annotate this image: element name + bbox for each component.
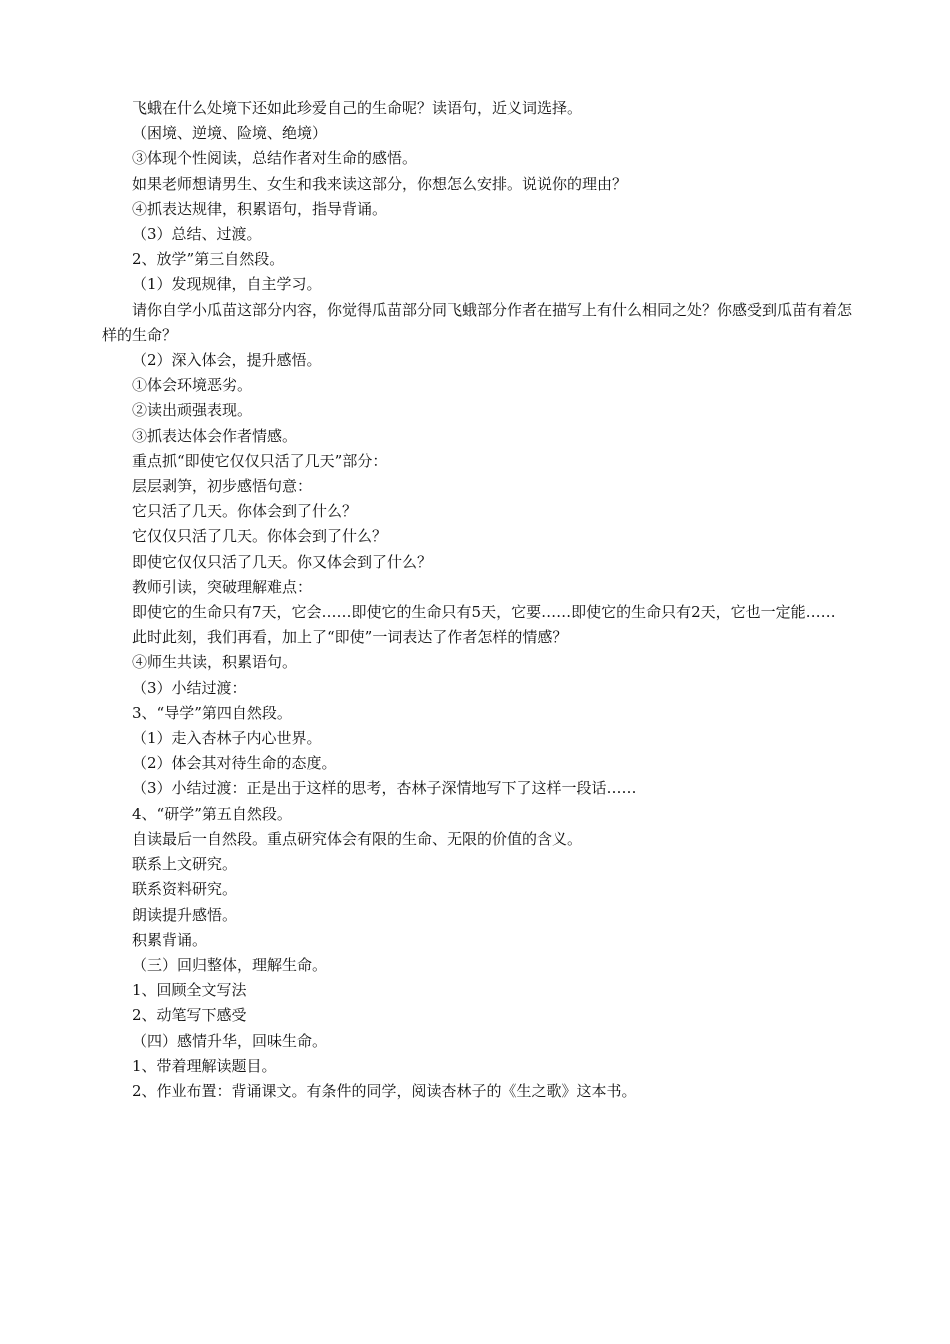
paragraph: 如果老师想请男生、女生和我来读这部分，你想怎么安排。说说你的理由？ bbox=[132, 174, 628, 193]
paragraph: 联系上文研究。 bbox=[132, 855, 238, 874]
paragraph: 自读最后一自然段。重点研究体会有限的生命、无限的价值的含义。 bbox=[132, 829, 583, 848]
section-heading: 2、放学”第三自然段。 bbox=[132, 250, 285, 269]
paragraph: ④抓表达规律，积累语句，指导背诵。 bbox=[132, 199, 388, 218]
paragraph: （2）深入体会，提升感悟。 bbox=[132, 351, 322, 370]
paragraph: （困境、逆境、险境、绝境） bbox=[132, 124, 328, 143]
paragraph: ③抓表达体会作者情感。 bbox=[132, 426, 298, 445]
paragraph: 它仅仅只活了几天。你体会到了什么？ bbox=[132, 527, 388, 546]
paragraph: 2、作业布置：背诵课文。有条件的同学，阅读杏林子的《生之歌》这本书。 bbox=[132, 1081, 637, 1100]
paragraph: ④师生共读，积累语句。 bbox=[132, 653, 298, 672]
section-heading: 3、“导学”第四自然段。 bbox=[132, 703, 292, 722]
paragraph: 即使它仅仅只活了几天。你又体会到了什么？ bbox=[132, 552, 433, 571]
paragraph: （1）走入杏林子内心世界。 bbox=[132, 729, 322, 748]
paragraph: （1）发现规律，自主学习。 bbox=[132, 275, 322, 294]
paragraph: 朗读提升感悟。 bbox=[132, 905, 238, 924]
paragraph: ③体现个性阅读，总结作者对生命的感悟。 bbox=[132, 149, 418, 168]
section-heading: （四）感情升华，回味生命。 bbox=[132, 1031, 328, 1050]
paragraph: 重点抓“即使它仅仅只活了几天”部分： bbox=[132, 451, 388, 470]
paragraph: 它只活了几天。你体会到了什么？ bbox=[132, 502, 358, 521]
paragraph: ①体会环境恶劣。 bbox=[132, 376, 253, 395]
paragraph: ②读出顽强表现。 bbox=[132, 401, 253, 420]
paragraph: 飞蛾在什么处境下还如此珍爱自己的生命呢？读语句，近义词选择。 bbox=[132, 99, 583, 117]
paragraph: （3）小结过渡： bbox=[132, 678, 247, 697]
paragraph: 请你自学小瓜苗这部分内容，你觉得瓜苗部分同飞蛾部分作者在描写上有什么相同之处？你感受到瓜苗有着怎样的生命？ bbox=[102, 300, 853, 344]
document-body bbox=[102, 96, 862, 1104]
section-heading: 4、“研学”第五自然段。 bbox=[132, 804, 292, 823]
paragraph: 层层剥笋，初步感悟句意： bbox=[132, 477, 313, 496]
paragraph: 即使它的生命只有7天，它会……即使它的生命只有5天，它要……即使它的生命只有2天，它也一定能…… bbox=[132, 603, 836, 622]
paragraph: （2）体会其对待生命的态度。 bbox=[132, 754, 337, 773]
paragraph: 1、带着理解读题目。 bbox=[132, 1056, 277, 1075]
paragraph: 2、动笔写下感受 bbox=[132, 1006, 247, 1025]
paragraph: 1、回顾全文写法 bbox=[132, 981, 247, 1000]
paragraph: 积累背诵。 bbox=[132, 930, 208, 949]
paragraph: 此时此刻，我们再看，加上了“即使”一词表达了作者怎样的情感？ bbox=[132, 628, 568, 647]
paragraph: 教师引读，突破理解难点： bbox=[132, 577, 313, 596]
paragraph: （3）总结、过渡。 bbox=[132, 225, 262, 244]
section-heading: （三）回归整体，理解生命。 bbox=[132, 955, 328, 974]
paragraph: （3）小结过渡：正是出于这样的思考，杏林子深情地写下了这样一段话…… bbox=[132, 779, 637, 798]
paragraph: 联系资料研究。 bbox=[132, 880, 238, 899]
